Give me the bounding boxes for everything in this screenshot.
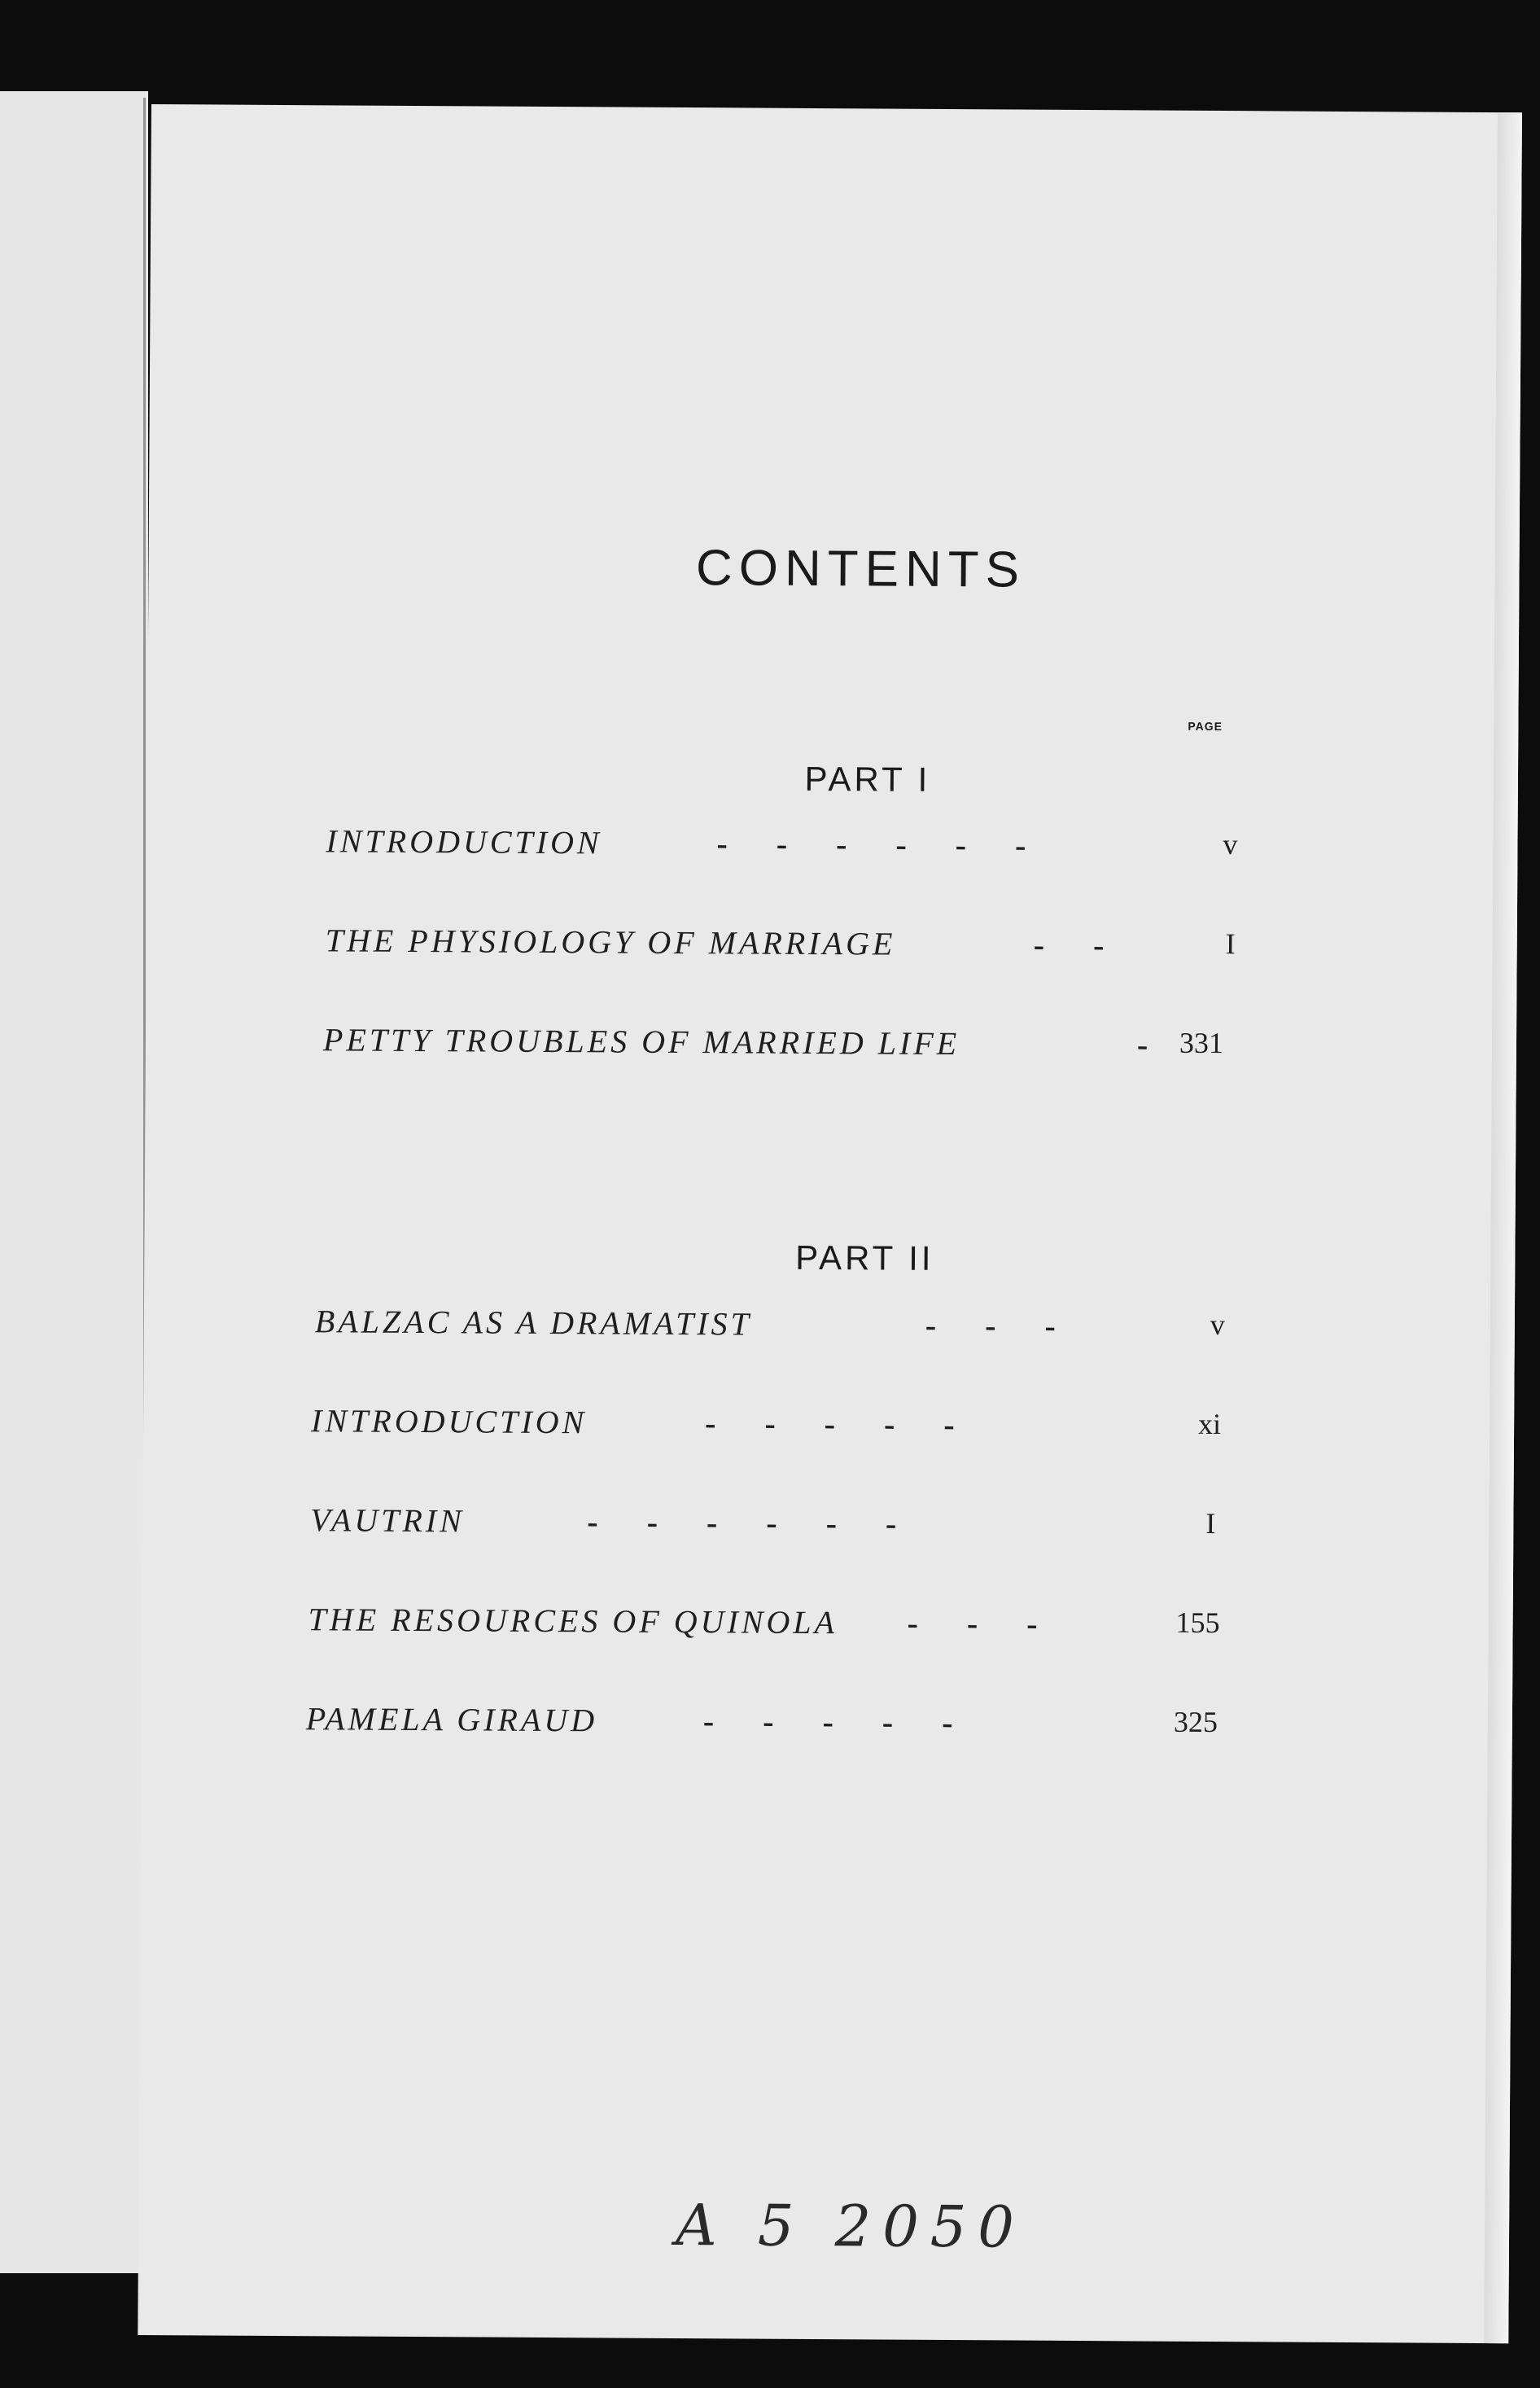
toc-entry-leader: - - - - - - [587, 1503, 897, 1542]
toc-entry-leader: - - - - - [704, 1404, 955, 1444]
toc-entry-leader: - - [1033, 926, 1105, 964]
toc-entry-leader: - - - - - [702, 1702, 953, 1742]
toc-entry-page: v [1210, 1308, 1225, 1342]
toc-entry [142, 1500, 1412, 1557]
page-column-label: PAGE [1188, 719, 1223, 734]
facing-page-edge [0, 91, 148, 2273]
toc-entry [142, 1698, 1411, 1755]
toc-entry-leader: - - - - - - [716, 825, 1026, 864]
toc-entry-page: xi [1198, 1407, 1222, 1441]
toc-entry-page: 155 [1175, 1606, 1220, 1640]
part-1-heading: PART I [804, 759, 931, 799]
toc-entry-title: THE PHYSIOLOGY OF MARRIAGE [325, 922, 896, 962]
page-title: CONTENTS [695, 540, 1026, 598]
handwritten-accession-number: A 5 2050 [675, 2191, 1026, 2261]
part-2-heading: PART II [795, 1238, 934, 1277]
toc-entry-title: PAMELA GIRAUD [305, 1700, 598, 1739]
toc-entry [144, 1301, 1414, 1358]
toc-entry-leader: - [1136, 1026, 1148, 1063]
toc-entry-title: INTRODUCTION [310, 1402, 588, 1441]
contents-page [138, 104, 1522, 2343]
toc-entry-page: 331 [1179, 1026, 1224, 1060]
toc-entry-title: VAUTRIN [310, 1501, 465, 1540]
toc-entry-title: THE RESOURCES OF QUINOLA [308, 1601, 838, 1641]
toc-entry [147, 821, 1416, 878]
toc-entry-page: v [1223, 828, 1238, 861]
toc-entry-leader: - - - [907, 1604, 1038, 1642]
toc-entry [146, 1019, 1415, 1076]
toc-entry [142, 1599, 1411, 1656]
toc-entry-title: BALZAC AS A DRAMATIST [314, 1303, 753, 1343]
toc-entry-title: PETTY TROUBLES OF MARRIED LIFE [322, 1021, 960, 1063]
toc-entry [147, 920, 1416, 977]
toc-entry-leader: - - - [925, 1306, 1056, 1344]
toc-entry-title: INTRODUCTION [326, 822, 602, 861]
toc-entry [143, 1400, 1413, 1457]
toc-entry-page: I [1225, 927, 1236, 961]
toc-entry-page: 325 [1173, 1705, 1218, 1739]
toc-entry-page: I [1205, 1506, 1216, 1540]
page-edge [1484, 112, 1522, 2343]
